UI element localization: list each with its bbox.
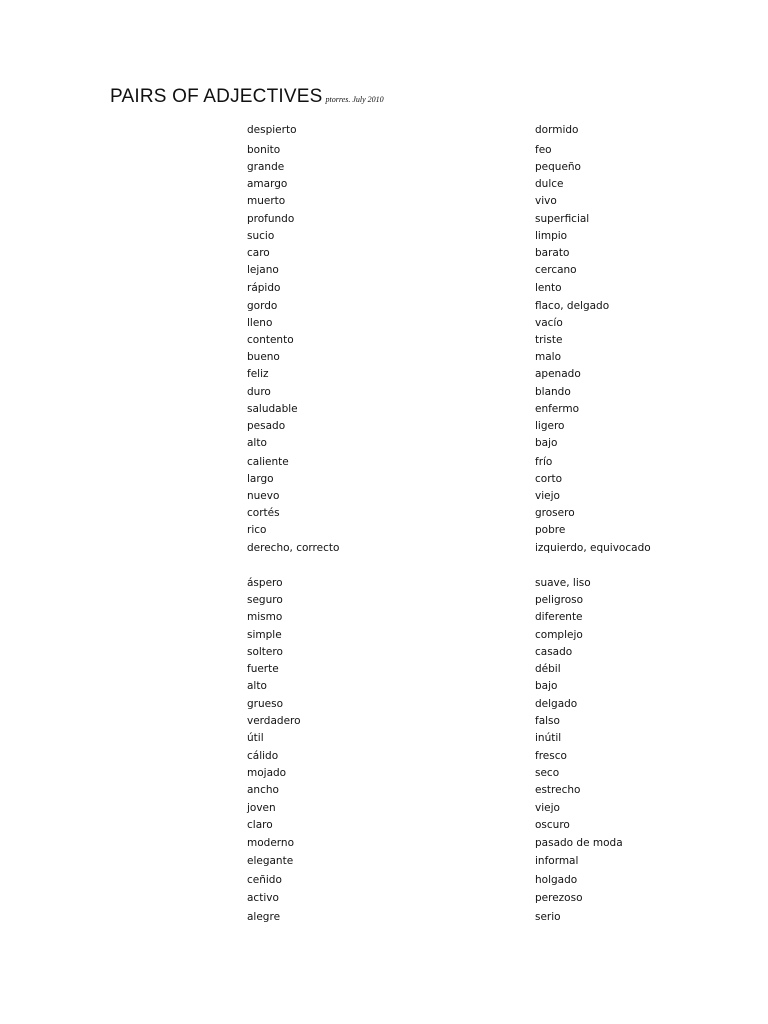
pair-row [247, 890, 727, 906]
pair-row [247, 122, 727, 138]
pair-row [247, 644, 727, 660]
pair-row [247, 245, 727, 261]
adjective: despierto [247, 124, 297, 136]
opposite-adjective: holgado [535, 874, 578, 886]
pair-row [247, 488, 727, 504]
opposite-adjective: vacío [535, 317, 563, 329]
opposite-adjective: perezoso [535, 892, 583, 904]
opposite-adjective: pequeño [535, 161, 581, 173]
adjective: nuevo [247, 490, 280, 502]
opposite-adjective: inútil [535, 732, 562, 744]
pair-row [247, 418, 727, 434]
opposite-adjective: limpio [535, 230, 568, 242]
pair-row [247, 817, 727, 833]
opposite-adjective: ligero [535, 420, 565, 432]
adjective: ceñido [247, 874, 282, 886]
title-text: PAIRS OF ADJECTIVES [110, 86, 323, 107]
adjective: amargo [247, 178, 288, 190]
adjective: mojado [247, 767, 287, 779]
adjective: claro [247, 819, 273, 831]
opposite-adjective: triste [535, 334, 563, 346]
adjective: rico [247, 524, 267, 536]
opposite-adjective: serio [535, 911, 561, 923]
opposite-adjective: frío [535, 456, 553, 468]
opposite-adjective: oscuro [535, 819, 570, 831]
pair-row [247, 909, 727, 925]
adjective: moderno [247, 837, 294, 849]
adjective: sucio [247, 230, 275, 242]
adjective: pesado [247, 420, 286, 432]
adjective: ancho [247, 784, 279, 796]
opposite-adjective: grosero [535, 507, 575, 519]
opposite-adjective: izquierdo, equivocado [535, 542, 651, 554]
pair-row [247, 609, 727, 625]
opposite-adjective: suave, liso [535, 577, 591, 589]
opposite-adjective: informal [535, 855, 579, 867]
pair-row [247, 505, 727, 521]
pair-row [247, 332, 727, 348]
pair-row [247, 384, 727, 400]
adjective: grande [247, 161, 285, 173]
opposite-adjective: casado [535, 646, 573, 658]
opposite-adjective: cercano [535, 264, 577, 276]
adjective: feliz [247, 368, 269, 380]
opposite-adjective: apenado [535, 368, 581, 380]
pair-row [247, 401, 727, 417]
pair-row [247, 661, 727, 677]
adjective: bonito [247, 144, 281, 156]
adjective: alto [247, 437, 267, 449]
pair-row [247, 782, 727, 798]
page-title [110, 86, 384, 108]
opposite-adjective: delgado [535, 698, 578, 710]
opposite-adjective: dormido [535, 124, 579, 136]
opposite-adjective: lento [535, 282, 562, 294]
opposite-adjective: vivo [535, 195, 557, 207]
adjective: gordo [247, 300, 278, 312]
pair-row [247, 471, 727, 487]
author-byline: ptorres. July 2010 [325, 95, 384, 104]
pair-row [247, 730, 727, 746]
adjective: caro [247, 247, 270, 259]
adjective: lejano [247, 264, 279, 276]
adjective: simple [247, 629, 282, 641]
adjective: duro [247, 386, 271, 398]
opposite-adjective: corto [535, 473, 563, 485]
opposite-adjective: feo [535, 144, 552, 156]
adjective: saludable [247, 403, 298, 415]
pair-row [247, 228, 727, 244]
opposite-adjective: diferente [535, 611, 583, 623]
opposite-adjective: pobre [535, 524, 566, 536]
pair-row [247, 872, 727, 888]
adjective: muerto [247, 195, 286, 207]
opposite-adjective: falso [535, 715, 560, 727]
pair-row [247, 454, 727, 470]
pair-row [247, 522, 727, 538]
pair-row [247, 592, 727, 608]
adjective: útil [247, 732, 264, 744]
adjective: activo [247, 892, 279, 904]
pair-row [247, 713, 727, 729]
adjective: fuerte [247, 663, 279, 675]
opposite-adjective: seco [535, 767, 560, 779]
adjective: soltero [247, 646, 283, 658]
adjective: seguro [247, 594, 283, 606]
pair-row [247, 176, 727, 192]
opposite-adjective: pasado de moda [535, 837, 623, 849]
opposite-adjective: complejo [535, 629, 583, 641]
adjective: áspero [247, 577, 283, 589]
opposite-adjective: enfermo [535, 403, 580, 415]
adjective: bueno [247, 351, 280, 363]
pair-row [247, 366, 727, 382]
pair-row [247, 678, 727, 694]
opposite-adjective: flaco, delgado [535, 300, 610, 312]
pair-row [247, 540, 727, 556]
opposite-adjective: fresco [535, 750, 567, 762]
adjective: caliente [247, 456, 289, 468]
opposite-adjective: blando [535, 386, 571, 398]
adjective: elegante [247, 855, 294, 867]
pair-row [247, 349, 727, 365]
pair-row [247, 835, 727, 851]
opposite-adjective: débil [535, 663, 561, 675]
pair-row [247, 800, 727, 816]
opposite-adjective: peligroso [535, 594, 584, 606]
pair-row [247, 435, 727, 451]
adjective: cálido [247, 750, 279, 762]
opposite-adjective: dulce [535, 178, 564, 190]
pair-row [247, 748, 727, 764]
adjective: grueso [247, 698, 283, 710]
opposite-adjective: barato [535, 247, 570, 259]
pair-row [247, 142, 727, 158]
adjective: lleno [247, 317, 273, 329]
pair-row [247, 262, 727, 278]
adjective: rápido [247, 282, 281, 294]
adjective: alegre [247, 911, 281, 923]
pair-row [247, 193, 727, 209]
adjective: profundo [247, 213, 295, 225]
adjective: largo [247, 473, 274, 485]
adjective: contento [247, 334, 294, 346]
adjective: alto [247, 680, 267, 692]
opposite-adjective: bajo [535, 437, 558, 449]
opposite-adjective: superficial [535, 213, 590, 225]
pair-row [247, 159, 727, 175]
pair-row [247, 280, 727, 296]
adjective: cortés [247, 507, 280, 519]
adjective: verdadero [247, 715, 301, 727]
pair-row [247, 211, 727, 227]
opposite-adjective: viejo [535, 802, 560, 814]
adjective: joven [247, 802, 276, 814]
pair-row [247, 853, 727, 869]
adjective: mismo [247, 611, 283, 623]
pair-row [247, 315, 727, 331]
opposite-adjective: malo [535, 351, 562, 363]
pair-row [247, 627, 727, 643]
adjective: derecho, correcto [247, 542, 340, 554]
opposite-adjective: bajo [535, 680, 558, 692]
pair-row [247, 696, 727, 712]
pair-row [247, 765, 727, 781]
pair-row [247, 575, 727, 591]
opposite-adjective: estrecho [535, 784, 581, 796]
opposite-adjective: viejo [535, 490, 560, 502]
pair-row [247, 298, 727, 314]
